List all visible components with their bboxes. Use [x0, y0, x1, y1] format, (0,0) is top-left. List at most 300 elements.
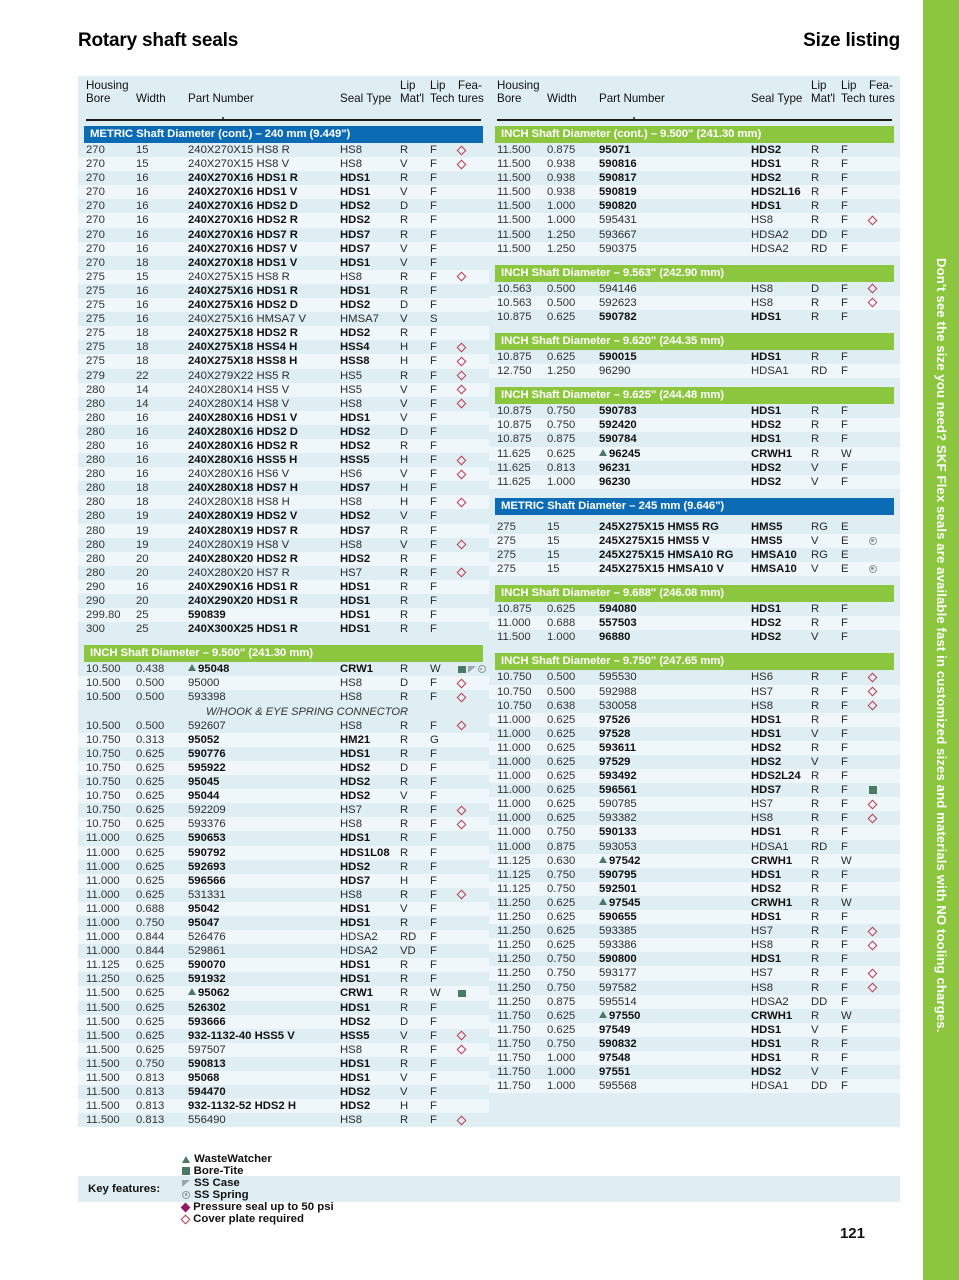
cell-lip-tech: F	[841, 603, 848, 616]
header-seal-type: Seal Type	[751, 92, 803, 105]
table-row[interactable]	[489, 171, 900, 185]
cell-housing-bore: 11.500	[86, 1072, 120, 1084]
table-row[interactable]	[78, 1057, 489, 1071]
table-row[interactable]	[489, 910, 900, 924]
cell-lip-matl: D	[400, 761, 409, 774]
table-row[interactable]	[78, 775, 489, 789]
table-row[interactable]	[78, 817, 489, 831]
table-row[interactable]	[489, 228, 900, 242]
diamond-icon	[868, 968, 878, 978]
table-row[interactable]	[78, 157, 489, 171]
cell-lip-tech: F	[841, 172, 848, 185]
cell-seal-type: HDS1	[751, 310, 782, 323]
cell-housing-bore: 275	[86, 355, 105, 368]
key-feature-item	[182, 1201, 334, 1213]
cell-width: 1.000	[547, 214, 576, 227]
cell-features	[869, 966, 899, 980]
cell-seal-type: HDS1	[340, 902, 371, 915]
table-row[interactable]	[78, 326, 489, 340]
diamond-icon	[457, 356, 467, 366]
cell-housing-bore: 11.000	[497, 727, 531, 740]
cell-housing-bore: 10.875	[497, 433, 532, 446]
table-row[interactable]	[78, 453, 489, 467]
diamond-icon	[457, 890, 467, 900]
table-row[interactable]	[78, 242, 489, 256]
table-row[interactable]	[489, 1079, 900, 1093]
table-row[interactable]	[78, 803, 489, 817]
table-row[interactable]	[489, 143, 900, 157]
table-row[interactable]	[78, 902, 489, 916]
promo-sidebar-text: Don't see the size you need? SKF Flex seals are available fast in customized sizes and materials with NO tooling charges.	[934, 258, 949, 1033]
cell-seal-type: HDS1	[340, 832, 371, 845]
table-row[interactable]	[78, 566, 489, 580]
cell-lip-tech: F	[430, 818, 437, 831]
table-row[interactable]	[489, 432, 900, 446]
table-row[interactable]	[489, 520, 900, 534]
cell-lip-matl: R	[811, 419, 820, 432]
table-row[interactable]	[78, 256, 489, 270]
cell-width: 0.625	[547, 447, 576, 460]
cell-seal-type: HS7	[751, 925, 773, 938]
table-row[interactable]	[78, 846, 489, 860]
cell-part-number: 594470	[188, 1086, 226, 1099]
table-row[interactable]	[78, 972, 489, 986]
table-row[interactable]	[78, 874, 489, 888]
table-row[interactable]	[78, 199, 489, 213]
cell-lip-matl: V	[400, 158, 408, 171]
table-row[interactable]	[78, 888, 489, 902]
table-row[interactable]	[78, 1099, 489, 1113]
cell-housing-bore: 11.250	[497, 995, 531, 1008]
cell-seal-type: HMSA10	[751, 548, 797, 561]
table-row[interactable]	[78, 594, 489, 608]
table-row[interactable]	[78, 425, 489, 439]
cell-housing-bore: 290	[86, 595, 105, 607]
table-row[interactable]	[78, 284, 489, 298]
cell-lip-tech: F	[430, 172, 437, 185]
cell-lip-tech: F	[430, 595, 437, 607]
cell-features	[458, 803, 488, 817]
cell-lip-matl: R	[811, 854, 820, 867]
cell-housing-bore: 10.563	[497, 296, 532, 309]
cell-seal-type: HDS2	[340, 860, 371, 873]
table-row[interactable]	[489, 296, 900, 310]
cell-lip-tech: F	[841, 631, 848, 644]
cell-housing-bore: 10.875	[497, 603, 532, 616]
table-row[interactable]	[78, 439, 489, 453]
table-row[interactable]	[489, 447, 900, 461]
cell-seal-type: HDS7	[340, 524, 371, 537]
cell-width: 0.625	[547, 784, 576, 797]
table-row[interactable]	[489, 670, 900, 684]
cell-part-number: 590795	[599, 868, 637, 881]
diamond-icon	[457, 342, 467, 352]
cell-lip-tech: F	[841, 699, 848, 712]
cell-features	[869, 924, 899, 938]
cell-lip-matl: R	[811, 770, 820, 783]
cell-part-number: 590832	[599, 1037, 637, 1050]
table-row[interactable]	[78, 789, 489, 803]
cell-housing-bore: 11.000	[86, 832, 120, 845]
cell-width: 0.625	[136, 818, 165, 831]
cell-housing-bore: 11.500	[497, 200, 531, 213]
cell-lip-tech: F	[430, 242, 437, 255]
cell-housing-bore: 270	[86, 214, 105, 227]
cell-housing-bore: 280	[86, 510, 105, 523]
cell-lip-matl: DD	[811, 1080, 828, 1093]
cell-width: 1.000	[547, 631, 576, 644]
cell-lip-matl: R	[811, 144, 820, 156]
cell-seal-type: HS8	[340, 818, 362, 831]
cell-part-number: 240X275X16 HDS2 D	[188, 299, 298, 312]
cell-part-number: 95000	[188, 677, 220, 690]
cell-part-number: 240X270X16 HDS1 V	[188, 186, 298, 199]
table-row[interactable]	[78, 608, 489, 622]
header-bore: Bore	[497, 92, 522, 105]
table-row[interactable]	[489, 1023, 900, 1037]
cell-width: 15	[547, 520, 560, 533]
table-row[interactable]	[489, 966, 900, 980]
cell-lip-tech: F	[430, 411, 437, 424]
cell-seal-type: HDS1	[751, 1051, 782, 1064]
table-row[interactable]	[78, 1071, 489, 1085]
cell-lip-tech: F	[430, 425, 437, 438]
cell-width: 0.750	[547, 419, 576, 432]
table-row[interactable]	[489, 534, 900, 548]
cell-part-number: 592607	[188, 719, 226, 732]
cell-lip-tech: F	[430, 623, 437, 636]
table-row[interactable]	[489, 548, 900, 562]
cell-housing-bore: 280	[86, 524, 105, 537]
key-features-label: Key features:	[88, 1183, 161, 1195]
table-row[interactable]	[489, 727, 900, 741]
table-row[interactable]	[78, 860, 489, 874]
cell-width: 1.250	[547, 228, 576, 241]
table-row[interactable]	[78, 622, 489, 636]
cell-seal-type: CRWH1	[751, 447, 793, 460]
cell-seal-type: HS8	[751, 699, 773, 712]
table-row[interactable]	[489, 418, 900, 432]
table-row[interactable]	[489, 616, 900, 630]
cell-lip-tech: F	[430, 580, 437, 593]
table-row[interactable]	[78, 747, 489, 761]
header-part-number: Part Number	[599, 92, 665, 105]
table-row[interactable]	[489, 562, 900, 576]
cell-part-number: 240X279X22 HS5 R	[188, 369, 290, 382]
cell-seal-type: HDS2	[751, 882, 782, 895]
table-row[interactable]	[78, 383, 489, 397]
table-row[interactable]	[78, 185, 489, 199]
table-row[interactable]	[489, 685, 900, 699]
table-row[interactable]	[78, 1001, 489, 1015]
table-row[interactable]	[78, 986, 489, 1000]
table-row[interactable]	[489, 825, 900, 839]
cell-lip-matl: V	[400, 510, 408, 523]
cell-seal-type: HS7	[751, 967, 773, 980]
cell-lip-tech: W	[841, 447, 852, 460]
table-row[interactable]	[489, 157, 900, 171]
note-row	[78, 705, 489, 719]
row-spacer	[489, 256, 900, 265]
cell-housing-bore: 280	[86, 496, 105, 509]
cell-lip-matl: R	[811, 186, 820, 199]
cell-seal-type: HDS1	[340, 623, 371, 636]
table-row[interactable]	[78, 1113, 489, 1127]
table-row[interactable]	[78, 676, 489, 690]
cell-width: 22	[136, 369, 149, 382]
header-lip-tech-1: Lip	[430, 79, 446, 92]
table-row[interactable]	[489, 1037, 900, 1051]
cell-part-number: 590375	[599, 242, 637, 255]
cell-part-number: 240X280X16 HDS2 D	[188, 425, 298, 438]
cell-lip-tech: F	[430, 1043, 437, 1056]
header-rule	[86, 119, 481, 121]
cell-lip-tech: F	[430, 776, 437, 789]
cell-features	[458, 467, 488, 481]
table-row[interactable]	[78, 1085, 489, 1099]
table-row[interactable]	[489, 995, 900, 1009]
cell-part-number: 592623	[599, 296, 637, 309]
cell-width: 0.625	[136, 747, 165, 760]
cell-lip-matl: H	[400, 482, 409, 495]
cell-lip-tech: F	[841, 671, 848, 684]
table-row[interactable]	[78, 397, 489, 411]
table-row[interactable]	[78, 958, 489, 972]
table-row[interactable]	[78, 270, 489, 284]
table-row[interactable]	[489, 364, 900, 378]
cell-part-number: 590816	[599, 158, 637, 171]
cell-width: 16	[136, 425, 149, 438]
cell-width: 0.750	[547, 882, 576, 895]
cell-width: 15	[547, 563, 560, 576]
table-row[interactable]	[489, 868, 900, 882]
cell-width: 15	[547, 548, 560, 561]
table-row[interactable]	[489, 1051, 900, 1065]
cell-part-number: 245X275X15 HMS5 V	[599, 534, 710, 547]
cell-width: 1.250	[547, 365, 576, 378]
table-row[interactable]	[489, 741, 900, 755]
cell-lip-tech: F	[841, 242, 848, 255]
table-row[interactable]	[78, 916, 489, 930]
page-subtitle: Size listing	[803, 30, 900, 51]
diamond-icon	[457, 568, 467, 578]
table-row[interactable]	[489, 854, 900, 868]
cell-width: 16	[136, 439, 149, 452]
table-row[interactable]	[489, 882, 900, 896]
table-row[interactable]	[78, 411, 489, 425]
cell-housing-bore: 11.000	[86, 888, 120, 901]
cell-width: 25	[136, 609, 149, 622]
table-row[interactable]	[489, 1009, 900, 1023]
cell-lip-matl: R	[400, 439, 409, 452]
table-row[interactable]	[489, 185, 900, 199]
table-row[interactable]	[78, 143, 489, 157]
cell-seal-type: HDS1	[751, 200, 782, 213]
table-row[interactable]	[78, 340, 489, 354]
square-icon	[869, 786, 877, 794]
cell-width: 0.688	[547, 617, 576, 630]
cell-lip-matl: D	[400, 200, 409, 213]
left-rows	[78, 126, 489, 1127]
cell-features	[869, 670, 899, 684]
cell-seal-type: HDS2	[340, 776, 371, 789]
cell-width: 0.438	[136, 663, 165, 676]
cell-lip-tech: F	[430, 719, 437, 732]
cell-width: 0.813	[136, 1100, 165, 1113]
table-row[interactable]	[78, 690, 489, 704]
table-row[interactable]	[489, 461, 900, 475]
table-row[interactable]	[78, 509, 489, 523]
cell-part-number: 240X290X20 HDS1 R	[188, 595, 298, 607]
table-row[interactable]	[78, 761, 489, 775]
cell-housing-bore: 270	[86, 200, 105, 213]
cell-seal-type: HDSA1	[751, 1080, 789, 1093]
cell-features	[458, 566, 488, 580]
cell-housing-bore: 11.000	[497, 826, 531, 839]
table-row[interactable]	[489, 896, 900, 910]
table-row[interactable]	[78, 354, 489, 368]
table-row[interactable]	[489, 602, 900, 616]
cell-seal-type: HS8	[340, 144, 362, 156]
cell-seal-type: HDS1	[751, 603, 782, 616]
table-row[interactable]	[78, 312, 489, 326]
table-row[interactable]	[78, 1043, 489, 1057]
cell-seal-type: HDS1	[340, 256, 371, 269]
left-table-column	[78, 76, 489, 1127]
cell-part-number: 240X270X15 HS8 V	[188, 158, 290, 171]
table-row[interactable]	[78, 733, 489, 747]
table-row[interactable]	[489, 924, 900, 938]
cell-part-number: 245X275X15 HMSA10 RG	[599, 548, 734, 561]
cell-part-number: 591932	[188, 973, 226, 986]
table-row[interactable]	[78, 298, 489, 312]
cell-width: 0.625	[136, 959, 165, 972]
header-seal-type: Seal Type	[340, 92, 392, 105]
table-row[interactable]	[489, 755, 900, 769]
cell-part-number: 245X275X15 HMS5 RG	[599, 520, 719, 533]
table-row[interactable]	[489, 769, 900, 783]
cell-housing-bore: 11.000	[497, 812, 531, 825]
table-row[interactable]	[78, 930, 489, 944]
table-row[interactable]	[78, 369, 489, 383]
table-row[interactable]	[489, 213, 900, 227]
table-row[interactable]	[78, 495, 489, 509]
cell-lip-tech: F	[430, 959, 437, 972]
cell-part-number: 240X275X15 HS8 R	[188, 270, 290, 283]
cell-housing-bore: 11.500	[497, 144, 531, 156]
table-row[interactable]	[78, 662, 489, 676]
cell-lip-tech: F	[841, 1080, 848, 1093]
table-row[interactable]	[78, 524, 489, 538]
cell-lip-matl: R	[400, 860, 409, 873]
cell-part-number: 240X280X16 HSS5 H	[188, 454, 298, 467]
cell-housing-bore: 11.500	[86, 987, 120, 1000]
table-row[interactable]	[489, 938, 900, 952]
table-row[interactable]	[78, 467, 489, 481]
table-row[interactable]	[489, 713, 900, 727]
table-row[interactable]	[78, 944, 489, 958]
masthead	[78, 30, 900, 64]
table-row[interactable]	[78, 171, 489, 185]
table-row[interactable]	[78, 831, 489, 845]
table-row[interactable]	[489, 310, 900, 324]
cell-width: 16	[136, 172, 149, 185]
cell-housing-bore: 11.000	[86, 945, 120, 958]
table-row[interactable]	[489, 350, 900, 364]
table-row[interactable]	[489, 242, 900, 256]
table-row[interactable]	[78, 538, 489, 552]
key-feature-label: Cover plate required	[193, 1213, 304, 1225]
table-row[interactable]	[78, 228, 489, 242]
header-lip-tech-1: Lip	[841, 79, 857, 92]
cell-part-number: 95048	[188, 662, 338, 676]
table-row[interactable]	[489, 699, 900, 713]
table-row[interactable]	[489, 404, 900, 418]
table-row[interactable]	[489, 811, 900, 825]
cell-part-number: 240X280X16 HDS1 V	[188, 411, 298, 424]
cell-lip-tech: E	[841, 548, 849, 561]
cell-width: 15	[136, 144, 149, 156]
cell-seal-type: HSS5	[340, 454, 370, 467]
cell-lip-tech: F	[430, 846, 437, 859]
table-row[interactable]	[78, 1029, 489, 1043]
cell-width: 0.625	[547, 741, 576, 754]
cell-seal-type: HDS1L08	[340, 846, 390, 859]
section-header-inch: INCH Shaft Diameter – 9.688" (246.08 mm)	[495, 585, 894, 602]
table-row[interactable]	[78, 481, 489, 495]
diamond-icon	[868, 813, 878, 823]
table-row[interactable]	[489, 981, 900, 995]
cell-part-number: 590785	[599, 798, 637, 811]
table-row[interactable]	[489, 952, 900, 966]
header-lip-tech-2: Tech	[430, 92, 455, 105]
cell-housing-bore: 10.875	[497, 351, 532, 364]
table-row[interactable]	[78, 719, 489, 733]
cell-seal-type: HS7	[340, 566, 362, 579]
cell-seal-type: HDS2L16	[751, 186, 801, 199]
cell-seal-type: HS8	[340, 719, 362, 732]
table-row[interactable]	[78, 213, 489, 227]
cell-lip-tech: F	[430, 327, 437, 340]
diamond-icon	[457, 371, 467, 381]
cell-housing-bore: 11.000	[497, 756, 531, 768]
table-row[interactable]	[78, 1015, 489, 1029]
cell-width: 0.813	[136, 1072, 165, 1084]
table-row[interactable]	[489, 475, 900, 489]
cell-part-number: 96230	[599, 475, 631, 488]
cell-part-number: 240X300X25 HDS1 R	[188, 623, 298, 636]
cell-housing-bore: 10.750	[497, 699, 532, 712]
cell-part-number: 592693	[188, 860, 226, 873]
table-row[interactable]	[489, 840, 900, 854]
cell-housing-bore: 10.750	[86, 790, 121, 803]
table-row[interactable]	[489, 630, 900, 644]
table-row[interactable]	[489, 797, 900, 811]
table-row[interactable]	[489, 783, 900, 797]
cell-lip-matl: R	[400, 733, 409, 746]
cell-part-number: 240X275X16 HDS1 R	[188, 284, 298, 297]
table-row[interactable]	[78, 580, 489, 594]
cell-part-number: 593376	[188, 818, 226, 831]
table-row[interactable]	[78, 552, 489, 566]
table-row[interactable]	[489, 1065, 900, 1079]
cell-housing-bore: 11.500	[497, 214, 531, 227]
table-row[interactable]	[489, 199, 900, 213]
cell-seal-type: HS8	[751, 981, 773, 994]
table-row[interactable]	[489, 282, 900, 296]
cell-lip-matl: R	[400, 888, 409, 901]
cell-width: 0.500	[547, 685, 576, 698]
